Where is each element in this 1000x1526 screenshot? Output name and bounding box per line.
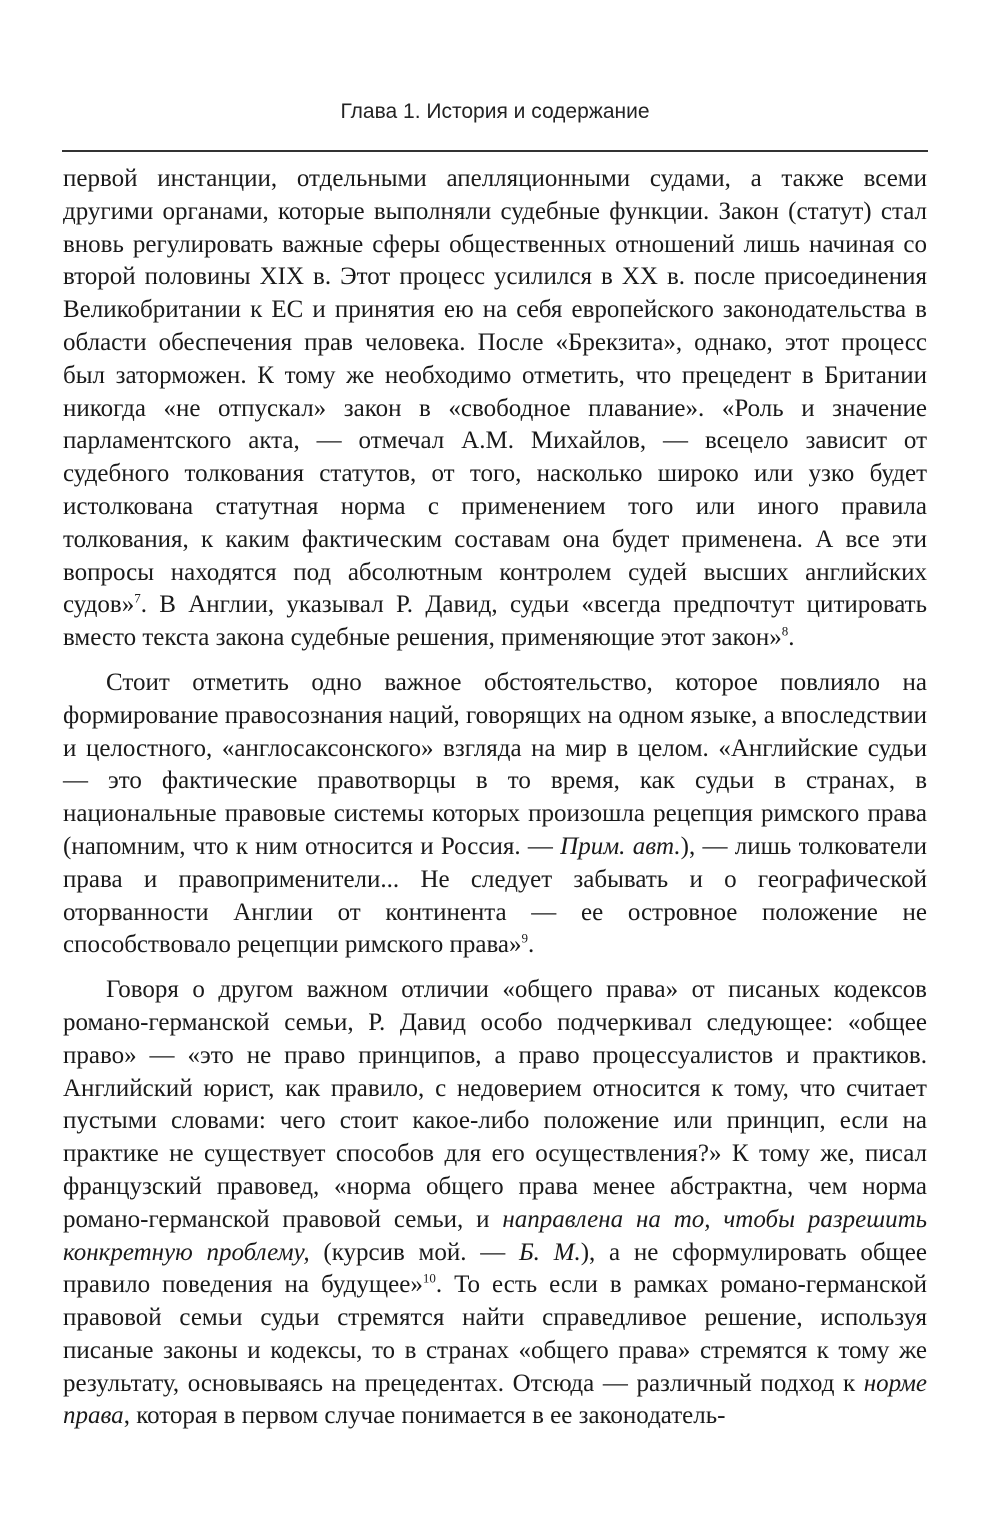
paragraph-3-italic-2: Б. М. bbox=[518, 1238, 581, 1266]
paragraph-2-text-1: Стоит отметить одно важное обстоятельство, которое повлияло на формирование правосознания наций, говорящих на одном языке, а впоследствии и целостного, «англосаксонского» взгляда на мир в целом. «Английские судьи — это фактические правотворцы в то время, как судьи в странах, в национальные правовые системы которых произошла рецепция римского права (напомним, что к ним относится и Россия. — bbox=[63, 668, 927, 860]
paragraph-1-text-3: . bbox=[788, 624, 795, 652]
footnote-ref-9: 9 bbox=[521, 931, 529, 946]
paragraph-2-text-2: ), — лишь толкователи права и правоприменители... Не следует забывать и о географической оторванности Англии от континента — ее островное положение не способствовало рецепции римского права» bbox=[63, 832, 927, 959]
footnote-ref-8: 8 bbox=[781, 623, 789, 639]
paragraph-3 bbox=[63, 974, 927, 1433]
running-head: Глава 1. История и содержание bbox=[340, 100, 650, 123]
footnote-ref-7: 7 bbox=[134, 591, 141, 607]
paragraph-2 bbox=[63, 667, 927, 962]
paragraph-3-italic-3: норме права bbox=[63, 1369, 927, 1430]
paragraph-3-text-3: ), а не сформулировать общее правило поведения на будущее» bbox=[63, 1238, 927, 1299]
paragraph-1 bbox=[63, 163, 927, 655]
header-rule bbox=[62, 150, 928, 152]
paragraph-2-italic-1: Прим. авт. bbox=[560, 832, 681, 860]
paragraph-3-text-4: . То есть если в рамках романо-германской правовой семьи судьи стремятся найти справедливое решение, используя писаные законы и кодексы, то в странах «общего права» стремятся к тому же результату, основываясь на прецедентах. Отсюда — различный подход к bbox=[63, 1271, 927, 1397]
paragraph-3-text-1: Говоря о другом важном отличии «общего права» от писаных кодексов романо-германской семьи, Р. Давид особо подчеркивал следующее: «общее право» — «это не право принципов, а право процессуалистов и практиков. Английский юрист, как правило, с недоверием относится к тому, что считает пустыми словами: чего стоит какое-либо положение или принцип, если на практике не существует способов для его осуществления?» К тому же, писал французский правовед, «норма общего права менее абстрактна, чем норма романо-германской правовой семьи, и bbox=[63, 976, 927, 1233]
body-text bbox=[63, 163, 927, 1433]
paragraph-2-text-3: . bbox=[528, 931, 535, 959]
paragraph-3-text-5: , которая в первом случае понимается в ее законодатель- bbox=[123, 1402, 726, 1430]
paragraph-3-text-2: (курсив мой. — bbox=[309, 1238, 519, 1266]
paragraph-3-italic-1: направлена на то, чтобы разрешить конкретную проблему, bbox=[63, 1205, 927, 1266]
paragraph-1-text-1: первой инстанции, отдельными апелляционными судами, а также всеми другими органами, которые выполняли судебные функции. Закон (статут) стал вновь регулировать важные сферы общественных отношений лишь начиная со второй половины XIX в. Этот процесс усилился в XX в. после присоединения Великобритании к ЕС и принятия ею на себя европейского законодательства в области обеспечения прав человека. После «Брекзита», однако, этот процесс был заторможен. К тому же необходимо отметить, что прецедент в Британии никогда «не отпускал» закон в «свободное плавание». «Роль и значение парламентского акта, — отмечал А.М. Михайлов, — всецело зависит от судебного толкования статутов, от того, насколько широко или узко будет истолкована статутная норма с применением того или иного правила толкования, к каким фактическим составам она будет применена. А все эти вопросы находятся под абсолютным контролем судей высших английских судов» bbox=[63, 165, 927, 619]
paragraph-1-text-2: . В Англии, указывал Р. Давид, судьи «всегда предпочтут цитировать вместо текста закона судебные решения, применяющие этот закон» bbox=[63, 591, 927, 652]
footnote-ref-10: 10 bbox=[422, 1270, 436, 1286]
